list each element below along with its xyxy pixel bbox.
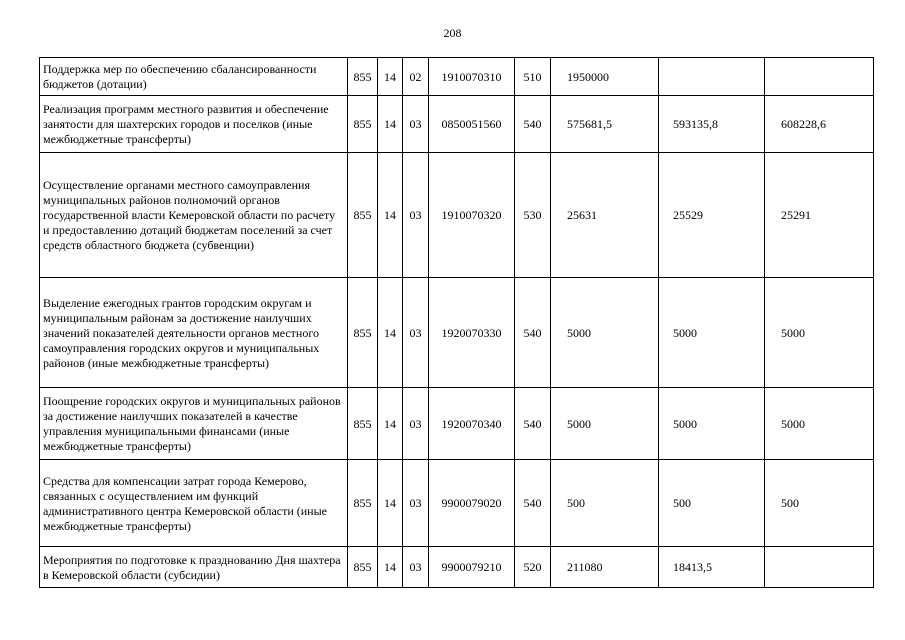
ministry-code: 855: [348, 278, 378, 388]
subsection-code: 03: [403, 96, 429, 153]
row-name: Поощрение городских округов и муниципальных районов за достижение наилучших показателей в качестве управления муниципальными финансами (иные межбюджетные трансферты): [40, 388, 348, 460]
target-article-code: 9900079210: [429, 547, 515, 588]
expense-type-code: 510: [515, 58, 551, 96]
target-article-code: 1910070320: [429, 153, 515, 278]
row-name: Выделение ежегодных грантов городским округам и муниципальным районам за достижение наилучших значений показателей деятельности органов местного самоуправления городских округов и муниципальных районов (иные межбюджетные трансферты): [40, 278, 348, 388]
target-article-code: 0850051560: [429, 96, 515, 153]
expense-type-code: 540: [515, 388, 551, 460]
row-name: Поддержка мер по обеспечению сбалансированности бюджетов (дотации): [40, 58, 348, 96]
amount-year-1: 1950000: [551, 58, 659, 96]
amount-year-1: 5000: [551, 278, 659, 388]
section-code: 14: [378, 388, 403, 460]
ministry-code: 855: [348, 96, 378, 153]
target-article-code: 1920070340: [429, 388, 515, 460]
table-row: [40, 96, 874, 153]
amount-year-3: [765, 58, 874, 96]
section-code: 14: [378, 153, 403, 278]
amount-year-1: 25631: [551, 153, 659, 278]
amount-year-1: 575681,5: [551, 96, 659, 153]
table-row: [40, 58, 874, 96]
amount-year-2: 18413,5: [659, 547, 765, 588]
amount-year-3: 608228,6: [765, 96, 874, 153]
subsection-code: 03: [403, 153, 429, 278]
table-row: [40, 153, 874, 278]
subsection-code: 03: [403, 278, 429, 388]
expense-type-code: 540: [515, 278, 551, 388]
amount-year-2: 5000: [659, 278, 765, 388]
ministry-code: 855: [348, 547, 378, 588]
row-name: Мероприятия по подготовке к празднованию Дня шахтера в Кемеровской области (субсидии): [40, 547, 348, 588]
ministry-code: 855: [348, 388, 378, 460]
row-name: Осуществление органами местного самоуправления муниципальных районов полномочий органов государственной власти Кемеровской области по расчету и предоставлению дотаций бюджетам поселений за счет средств областного бюджета (субвенции): [40, 153, 348, 278]
amount-year-3: [765, 547, 874, 588]
expense-type-code: 530: [515, 153, 551, 278]
subsection-code: 03: [403, 388, 429, 460]
page-number: 208: [443, 26, 462, 40]
section-code: 14: [378, 58, 403, 96]
amount-year-2: 5000: [659, 388, 765, 460]
budget-table: [39, 57, 874, 588]
amount-year-1: 211080: [551, 547, 659, 588]
ministry-code: 855: [348, 153, 378, 278]
amount-year-2: 500: [659, 460, 765, 547]
target-article-code: 9900079020: [429, 460, 515, 547]
subsection-code: 03: [403, 460, 429, 547]
section-code: 14: [378, 460, 403, 547]
amount-year-2: 593135,8: [659, 96, 765, 153]
table-row: [40, 460, 874, 547]
table-body: [40, 58, 874, 588]
section-code: 14: [378, 96, 403, 153]
table-row: [40, 547, 874, 588]
amount-year-1: 5000: [551, 388, 659, 460]
row-name: Средства для компенсации затрат города Кемерово, связанных с осуществлением им функций административного центра Кемеровской области (иные межбюджетные трансферты): [40, 460, 348, 547]
expense-type-code: 540: [515, 460, 551, 547]
subsection-code: 02: [403, 58, 429, 96]
amount-year-3: 500: [765, 460, 874, 547]
amount-year-1: 500: [551, 460, 659, 547]
target-article-code: 1910070310: [429, 58, 515, 96]
expense-type-code: 540: [515, 96, 551, 153]
amount-year-2: [659, 58, 765, 96]
amount-year-3: 5000: [765, 388, 874, 460]
amount-year-3: 25291: [765, 153, 874, 278]
section-code: 14: [378, 547, 403, 588]
table-row: [40, 278, 874, 388]
target-article-code: 1920070330: [429, 278, 515, 388]
expense-type-code: 520: [515, 547, 551, 588]
amount-year-2: 25529: [659, 153, 765, 278]
subsection-code: 03: [403, 547, 429, 588]
ministry-code: 855: [348, 58, 378, 96]
section-code: 14: [378, 278, 403, 388]
ministry-code: 855: [348, 460, 378, 547]
row-name: Реализация программ местного развития и обеспечение занятости для шахтерских городов и поселков (иные межбюджетные трансферты): [40, 96, 348, 153]
amount-year-3: 5000: [765, 278, 874, 388]
table-row: [40, 388, 874, 460]
